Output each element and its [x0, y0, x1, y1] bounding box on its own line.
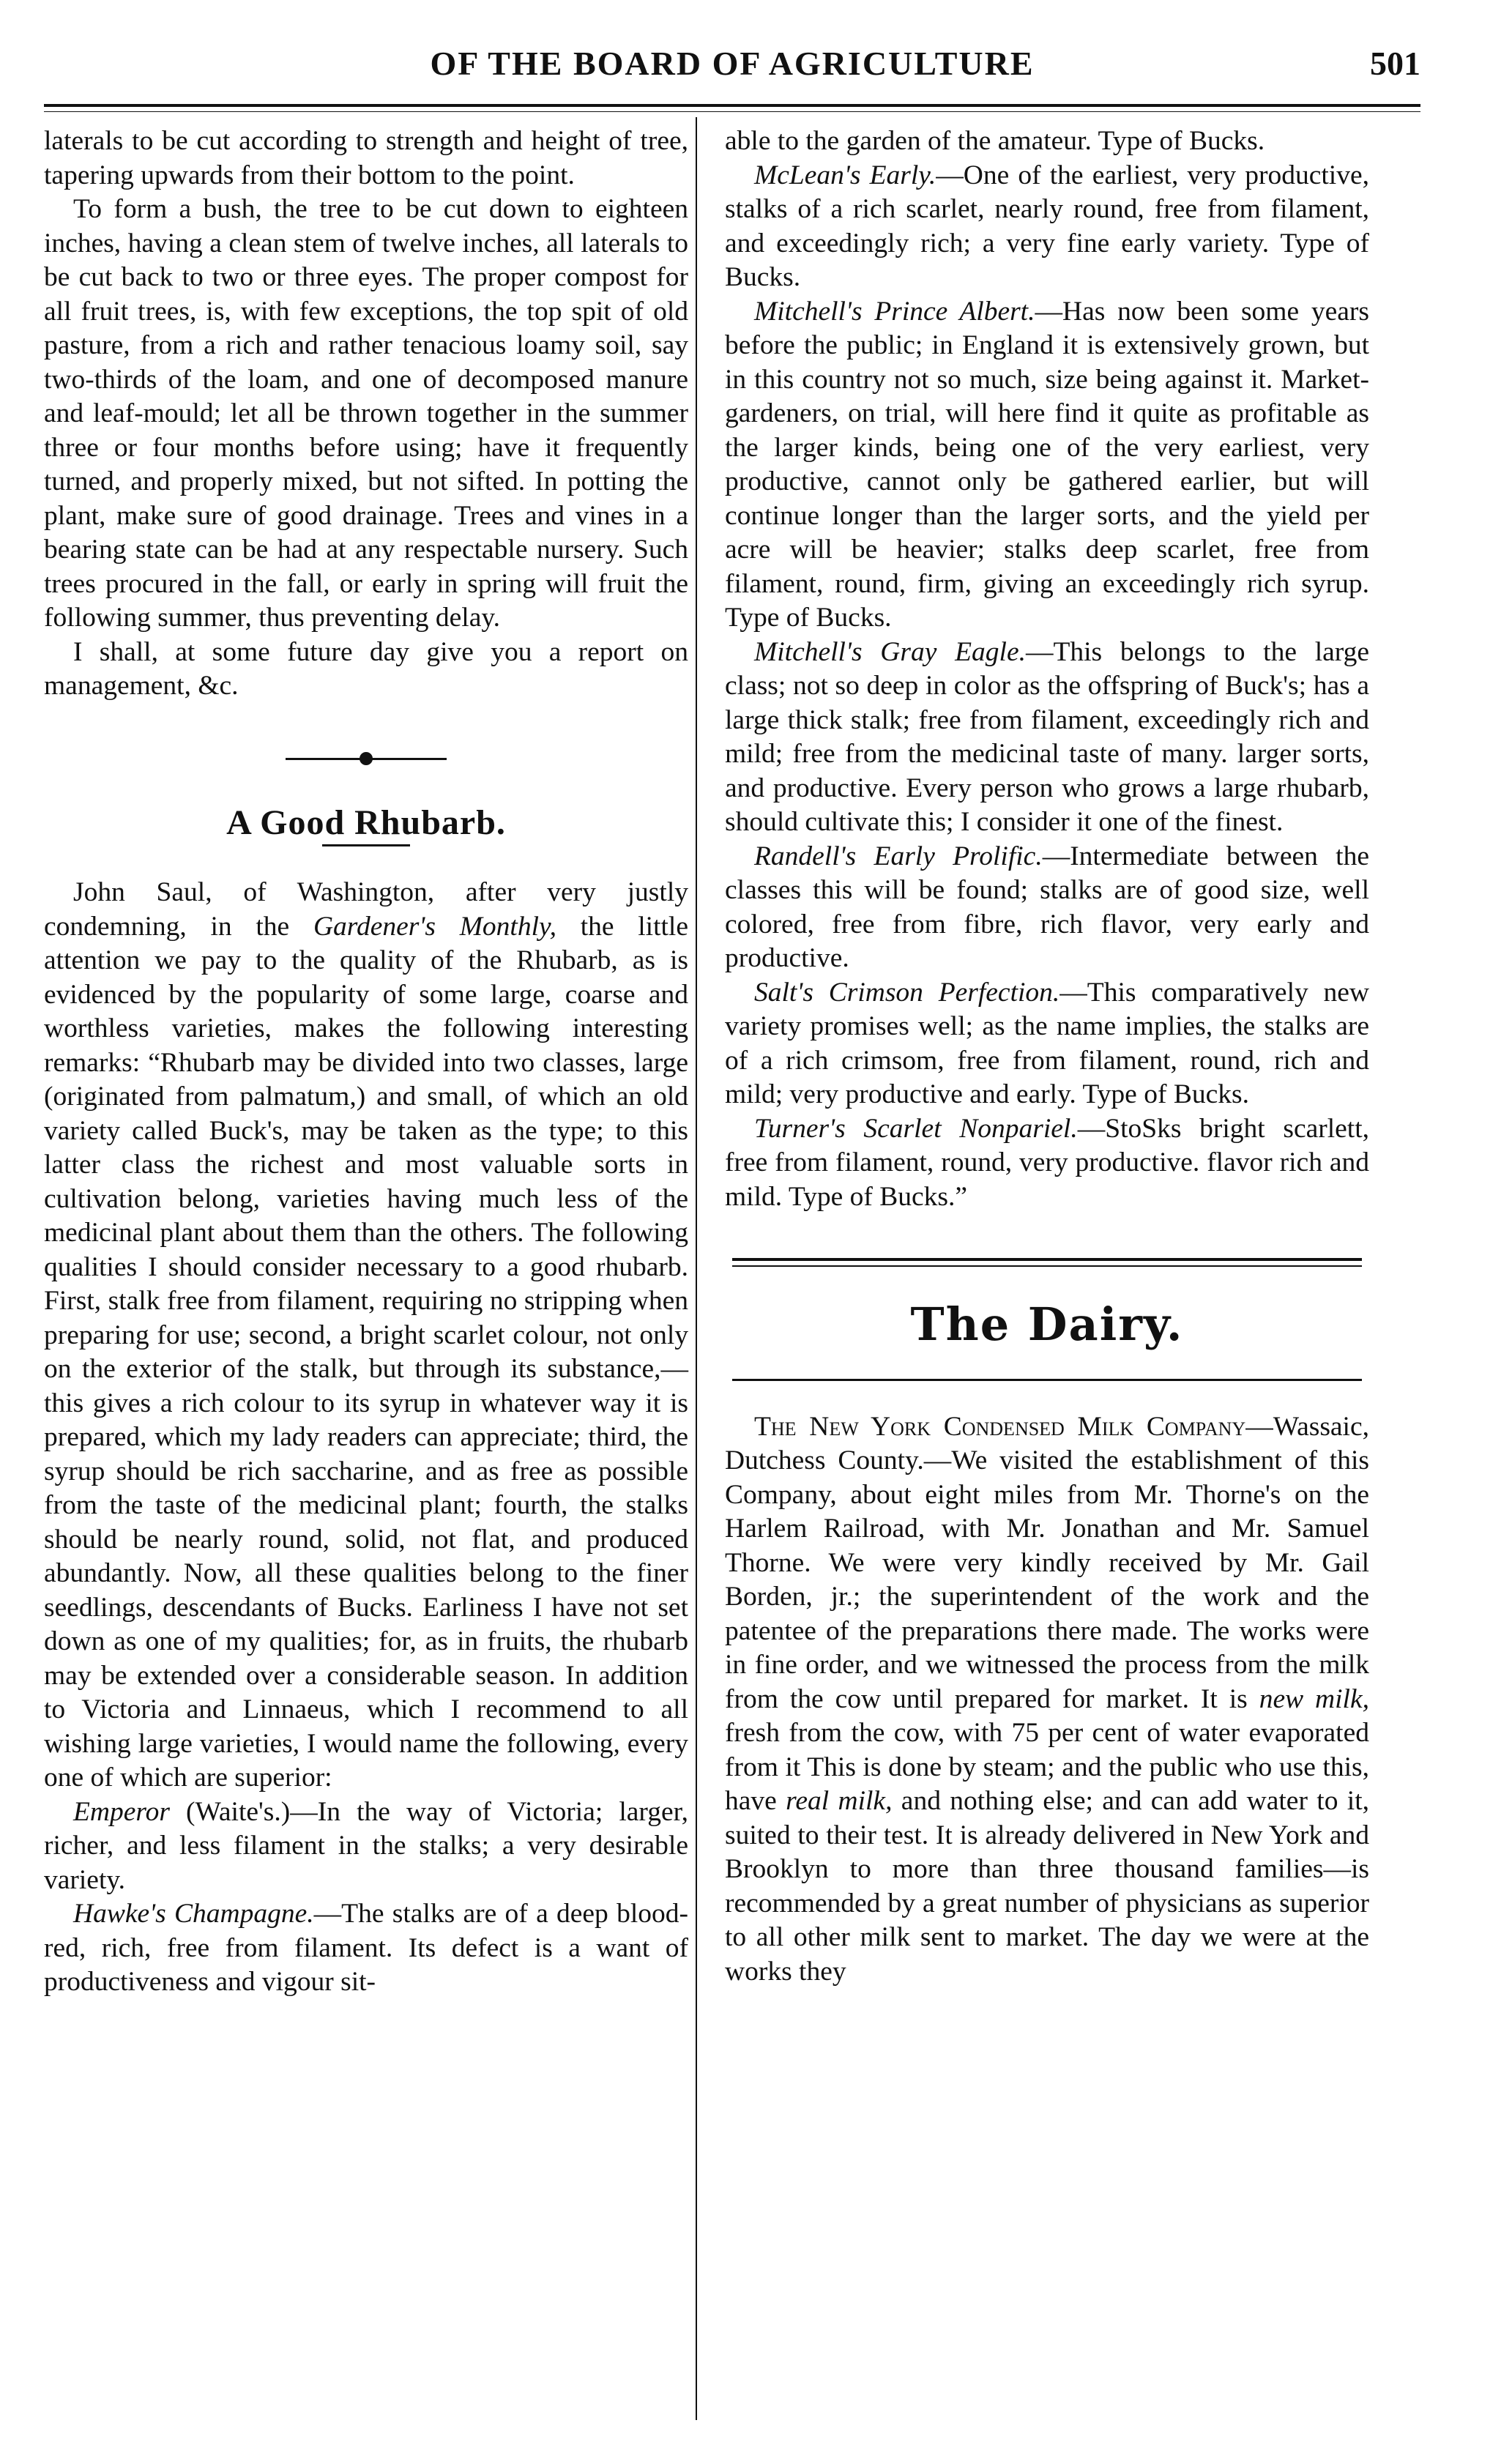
variety-name: Turner's Scarlet Nonpariel.: [754, 1113, 1078, 1144]
continued-paragraph: able to the garden of the amateur. Type of Bucks.: [725, 126, 1265, 156]
variety-desc: (Waite's.)—In the way of Victoria; larger, richer, and less filament in the stalks; a very desirable variety.: [44, 1796, 688, 1895]
rhubarb-heading: A Good Rhubarb.: [226, 803, 506, 842]
variety-name: Salt's Crimson Perfection.: [754, 977, 1060, 1008]
section-ornament: [286, 748, 447, 770]
dairy-heading: The Dairy.: [910, 1298, 1184, 1351]
rule-thin: [732, 1265, 1362, 1267]
variety-desc: —One of the earliest, very productive, stalks of a rich scarlet, nearly round, free from filament, and exceedingly rich; a very fine early variety. Type of Bucks.: [725, 160, 1369, 292]
rhubarb-text-b: the little attention we pay to the quality of the Rhubarb, as is evidenced by the popularity of some large, coarse and worthless varieties, makes the following interesting remarks: “Rhubarb may be divided into two classes, large (originated from palmatum,) and small, of which an old variety called Buck's, may be taken as the type; to this latter class the richest and most valuable sorts in cultivation belong, varieties having much less of the medicinal plant about them than the others. The following qualities I should consider necessary to a good rhubarb. First, stalk free from filament, requiring no stripping when preparing for use; second, a bright scarlet colour, not only on the exterior of the stalk, but through its substance,—this gives a rich colour to its syrup in whatever way it is prepared, which my lady readers can appreciate; third, the syrup should be rich saccharine, and as free as possible from the taste of the medicinal plant; fourth, the stalks should be nearly round, solid, not flat, and produced abundantly. Now, all these qualities belong to the finer seedlings, descendants of Bucks. Earliness I have not set down as one of my qualities; for, as in fruits, the rhubarb may be extended over a considerable season. In addition to Victoria and Linnaeus, which I recommend to all wishing large varieties, I would name the following, every one of which are superior:: [44, 911, 688, 1793]
continued-paragraph: laterals to be cut according to strength and height of tree, tapering upwards from their bottom to the point.: [44, 126, 688, 190]
emphasis-new-milk: new milk,: [1259, 1683, 1369, 1714]
bush-paragraph: To form a bush, the tree to be cut down to eighteen inches, having a clean stem of twelve inches, all laterals to be cut back to two or three eyes. The proper compost for all fruit trees, is, with few exceptions, the top spit of old pasture, from a rich and rather tenacious loamy soil, say two-thirds of the loam, and one of decomposed manure and leaf-mould; let all be thrown together in the summer three or four months before using; have it frequently turned, and properly mixed, but not sifted. In potting the plant, make sure of good drainage. Trees and vines in a bearing state can be had at any respectable nursery. Such trees procured in the fall, or early in spring will fruit the following summer, thus preventing delay.: [44, 194, 688, 633]
variety-name: Randell's Early Prolific.: [754, 841, 1043, 871]
column-divider: [696, 117, 697, 2420]
variety-mclean: [725, 159, 1369, 295]
right-column: [725, 124, 1369, 2435]
variety-name: Mitchell's Prince Albert.: [754, 296, 1035, 327]
page-header: [44, 29, 1420, 110]
running-title: OF THE BOARD OF AGRICULTURE: [430, 45, 1035, 82]
header-rule-thin: [44, 111, 1420, 112]
heading-underline: [322, 844, 410, 846]
variety-desc: —StoSks bright scarlett, free from filament, round, very productive. flavor rich and mild. Type of Bucks.”: [725, 1113, 1369, 1212]
variety-name: Mitchell's Gray Eagle.: [754, 636, 1026, 667]
variety-salt: [725, 976, 1369, 1112]
report-paragraph: I shall, at some future day give you a report on management, &c.: [44, 636, 688, 701]
variety-desc: —The stalks are of a deep blood-red, rich, free from filament. Its defect is a want of productiveness and vigour sit-: [44, 1899, 688, 1997]
variety-desc: —This comparatively new variety promises well; as the name implies, the stalks are of a rich crimsom, free from filament, round, rich and mild; very productive and early. Type of Bucks.: [725, 977, 1370, 1109]
section-double-rule: [732, 1258, 1362, 1267]
variety-name: McLean's Early.: [754, 160, 936, 190]
variety-desc: —Intermediate between the classes this will be found; stalks are of good size, well colored, free from fibre, rich flavor, very early and productive.: [725, 841, 1369, 973]
variety-hawke: [44, 1897, 688, 2000]
variety-turner: [725, 1112, 1369, 1215]
emphasis-real-milk: real milk,: [786, 1786, 893, 1816]
variety-mitchell-prince-albert: [725, 295, 1369, 636]
gardeners-monthly-title: Gardener's Monthly,: [313, 911, 556, 942]
dairy-lead-caps: The New York Condensed Milk Company: [754, 1411, 1246, 1442]
variety-desc: —This belongs to the large class; not so deep in color as the offspring of Buck's; has a large thick stalk; free from filament, exceedingly rich and mild; free from the medicinal taste of many. larger sorts, and productive. Every person who grows a large rhubarb, should cultivate this; I consider it one of the finest.: [725, 636, 1370, 837]
variety-emperor: [44, 1795, 688, 1898]
variety-name: Emperor: [73, 1796, 170, 1827]
dairy-text-a: —Wassaic, Dutchess County.—We visited the establishment of this Company, about eight miles from Mr. Thorne's on the Harlem Railroad, with Mr. Jonathan and Mr. Samuel Thorne. We were very kindly received by Mr. Gail Borden, jr.; the superintendent of the work and the patentee of the preparations there made. The works were in fine order, and we witnessed the process from the milk from the cow until prepared for market. It is: [725, 1411, 1369, 1714]
header-rule: [44, 104, 1420, 107]
dairy-text-b: fresh from the cow, with 75 per cent of water evaporated from it This is done by steam; and the public who use this, have: [725, 1718, 1369, 1816]
dairy-text-c: and nothing else; and can add water to it, suited to their test. It is already delivered in New York and Brooklyn to more than three thousand families—is recommended by a great number of physicians as superior to all other milk sent to market. The day we were at the works they: [725, 1786, 1370, 1987]
ornament-dot: [360, 752, 373, 765]
variety-name: Hawke's Champagne.: [73, 1899, 314, 1929]
page-number: 501: [1370, 45, 1420, 82]
variety-desc: —Has now been some years before the public; in England it is extensively grown, but in this country not so much, size being against it. Market-gardeners, on trial, will here find it quite as profitable as the larger kinds, being one of the very earliest, very productive, cannot only be gathered earlier, but will continue longer than the larger sorts, and the yield per acre will be heavier; stalks deep scarlet, free from filament, round, firm, giving an exceedingly rich syrup. Type of Bucks.: [725, 296, 1370, 633]
variety-mitchell-gray-eagle: [725, 636, 1369, 840]
left-column: [44, 124, 688, 2435]
rule-thick: [732, 1258, 1362, 1261]
variety-randell: [725, 840, 1369, 976]
rhubarb-paragraph: [44, 876, 688, 1795]
dairy-heading-rule: [732, 1379, 1362, 1381]
rhubarb-text-a: John Saul, of Washington, after very justly condemning, in the: [44, 877, 688, 942]
dairy-paragraph: [725, 1410, 1369, 1990]
